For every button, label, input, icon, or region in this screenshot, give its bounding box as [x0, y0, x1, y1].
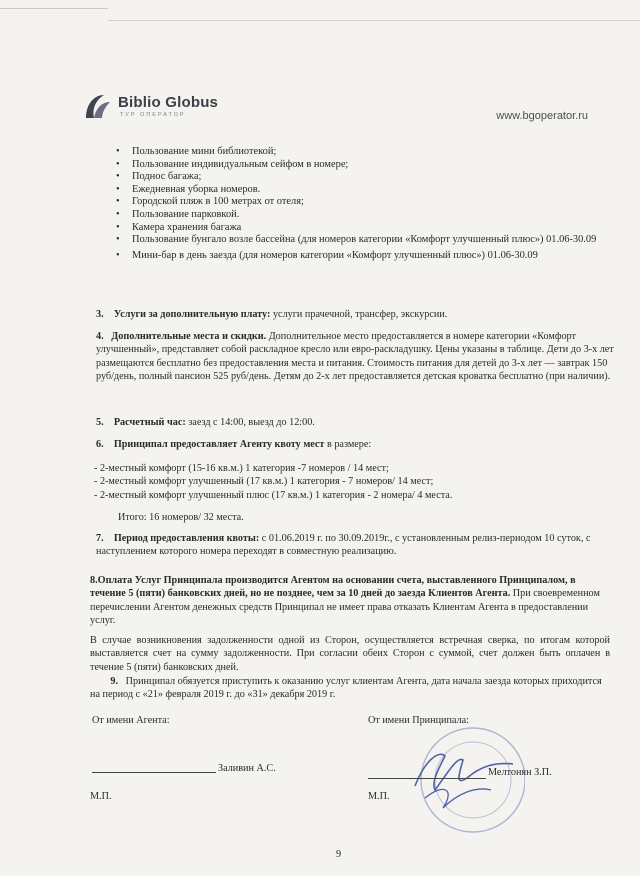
section-title: Дополнительные места и скидки. — [111, 331, 267, 342]
amenities-list — [116, 146, 606, 262]
scan-edge-line — [0, 8, 108, 9]
page-number: 9 — [336, 849, 342, 860]
section-title: 8.Оплата Услуг Принципала производится Агентом на основании счета, выставленного Принципалом, в течение 5 (пяти) банковских дней, но не позднее, чем за 10 дней до заезда Клиентов Агента. — [90, 575, 576, 600]
agent-signature-label: От имени Агента: — [92, 715, 170, 726]
list-item: • Городской пляж в 100 метрах от отеля; — [116, 196, 606, 209]
section-title: Расчетный час: — [113, 417, 186, 428]
section-title: Принципал предоставляет Агенту квоту мест — [113, 439, 325, 450]
website-url: www.bgoperator.ru — [496, 110, 588, 122]
scan-edge-line — [108, 20, 640, 21]
list-item: • Пользование бунгало возле бассейна (для номеров категории «Комфорт улучшенный плюс») 01.06-30.09 — [116, 234, 606, 247]
section-text: в размере: — [324, 439, 372, 450]
section-6 — [96, 438, 596, 451]
principal-signature-label: От имени Принципала: — [368, 715, 469, 726]
agent-name: Заливин А.С. — [218, 763, 276, 774]
section-text: Дополнительное место предоставляется в номере категории «Комфорт улучшенный», представляет собой раскладное кресло или евро-раскладушку. Цены указаны в таблице. Дети до 3-х лет размещаются бесплатно без предоставления места и питания. Стоимость питания для детей до 3-х лет — завтрак 150 руб/день, полный пансион 525 руб/день. Детям до 2-х лет предоставляется детская кроватка бесплатно (при наличии). — [96, 331, 614, 383]
section-number: 9. — [110, 676, 119, 687]
section-title: Услуги за дополнительную плату: — [113, 309, 271, 320]
brand-subtitle: ТУР ОПЕРАТОР — [120, 112, 186, 118]
section-text: Принципал обязуется приступить к оказанию услуг клиентам Агента, дата начала заезда которых приходится на период с «21» февраля 2019 г. до «31» декабря 2019 г. — [90, 676, 602, 701]
principal-stamp-place: М.П. — [368, 791, 390, 802]
biblio-globus-logo-icon — [82, 92, 114, 122]
section-text: При своевременном перечислении Агентом денежных средств Принципал не имеет права отказать Клиентам Агента в предоставлении услуг. — [90, 588, 600, 627]
section-number: 7. — [96, 533, 104, 544]
section-8 — [90, 574, 610, 628]
list-item: - 2-местный комфорт улучшенный (17 кв.м.) 1 категория - 7 номеров/ 14 мест; — [94, 476, 434, 488]
principal-signature-line — [368, 778, 486, 779]
list-item: - 2-местный комфорт улучшенный плюс (17 кв.м.) 1 категория - 2 номера/ 4 места. — [94, 489, 453, 501]
list-item: • Камера хранения багажа — [116, 222, 606, 235]
list-item: • Пользование парковкой. — [116, 209, 606, 222]
section-number: 5. — [96, 417, 104, 428]
rooms-total: Итого: 16 номеров/ 32 места. — [118, 512, 244, 523]
section-title: Период предоставления квоты: — [113, 533, 260, 544]
list-item: - 2-местный комфорт (15-16 кв.м.) 1 категория -7 номеров / 14 мест; — [94, 463, 389, 474]
section-3 — [96, 308, 596, 321]
agent-stamp-place: М.П. — [90, 791, 112, 802]
section-9 — [90, 675, 610, 702]
section-text: услуги прачечной, трансфер, экскурсии. — [270, 309, 448, 320]
section-text: заезд с 14:00, выезд до 12:00. — [185, 417, 315, 428]
brand-logo — [82, 92, 232, 124]
debt-paragraph: В случае возникновения задолженности одной из Сторон, осуществляется встречная сверка, по итогам которой выставляется счет на сумму задолженности. При согласии обеих Сторон с суммой, счет должен быть оплачен в течение 5 (пяти) банковских дней. — [90, 635, 610, 673]
brand-name: Biblio Globus — [118, 94, 219, 111]
section-text: с 01.06.2019 г. по 30.09.2019г., с установленным релиз-периодом 10 суток, с наступлением которого номера переходят в совместную реализацию. — [96, 533, 591, 558]
principal-name: Мелтонян З.П. — [488, 767, 552, 778]
room-quota-list — [94, 462, 614, 502]
section-number: 6. — [96, 439, 104, 450]
list-item: • Пользование мини библиотекой; — [116, 146, 606, 159]
section-number: 4. — [96, 331, 104, 342]
list-item: • Мини-бар в день заезда (для номеров категории «Комфорт улучшенный плюс») 01.06-30.09 — [116, 250, 606, 263]
section-4 — [96, 330, 616, 384]
list-item: • Ежедневная уборка номеров. — [116, 184, 606, 197]
list-item: • Пользование индивидуальным сейфом в номере; — [116, 159, 606, 172]
section-7 — [96, 532, 606, 559]
agent-signature-line — [92, 772, 216, 773]
section-number: 3. — [96, 309, 104, 320]
list-item: • Поднос багажа; — [116, 171, 606, 184]
section-5 — [96, 416, 596, 429]
